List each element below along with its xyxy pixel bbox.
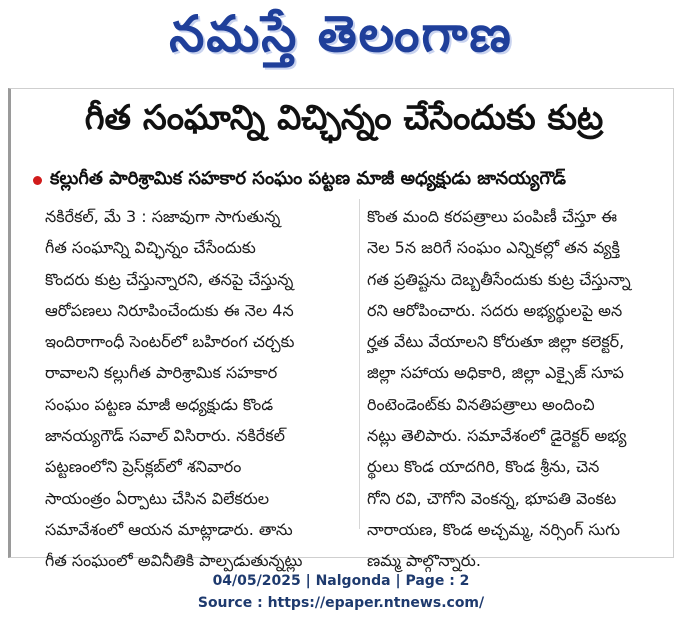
article-clipping <box>8 88 674 571</box>
text-line: గత ప్రతిష్టను దెబ్బతీసేందుకు కుట్ర చేస్తున్నా <box>367 269 631 289</box>
text-line: రావాలని కల్లుగీత పారిశ్రామిక సహకార <box>45 363 278 383</box>
text-line: ఆరోపణలు నిరూపించేందుకు ఈ నెల 4న <box>45 300 294 320</box>
text-line: కొంత మంది కరపత్రాలు పంపిణీ చేస్తూ ఈ <box>367 207 618 226</box>
text-line: సమావేశంలో ఆయన మాట్లాడారు. తాను <box>45 519 293 539</box>
text-line: నెల 5న జరిగే సంఘం ఎన్నికల్లో తన వ్యక్తి <box>367 238 620 258</box>
text-line: నారాయణ, కొండ అచ్చమ్మ, నర్సింగ్ సుగు <box>367 519 620 539</box>
subhead-text: కల్లుగీత పారిశ్రామిక సహకార సంఘం పట్టణ మాజీ అధ్యక్షుడు జానయ్యగౌడ్ <box>50 167 567 189</box>
article-column-right <box>367 201 667 577</box>
edition-info: 04/05/2025 | Nalgonda | Page : 2 <box>212 573 470 589</box>
text-line: సాయంత్రం ఏర్పాటు చేసిన విలేకరుల <box>45 488 270 508</box>
text-line: ణమ్మ పాల్గొన్నారు. <box>367 551 481 571</box>
source-link[interactable]: Source : https://epaper.ntnews.com/ <box>197 595 485 611</box>
article-subhead <box>33 165 663 195</box>
text-line: రింటెండెంట్‌కు వినతిపత్రాలు అందించి <box>367 394 595 414</box>
text-line: గీత సంఘాన్ని విచ్ఛిన్నం చేసేందుకు <box>45 238 256 258</box>
article-headline: గీత సంఘాన్ని విచ్ఛిన్నం చేసేందుకు కుట్ర <box>84 98 604 138</box>
masthead-title: నమస్తే తెలంగాణ <box>169 4 513 63</box>
text-line: కొందరు కుట్ర చేస్తున్నారని, తనపై చేస్తున్న <box>45 269 294 289</box>
text-line: ర్హత వేటు వేయాలని కోరుతూ జిల్లా కలెక్టర్, <box>367 332 625 352</box>
text-line: గీత సంఘంలో అవినీతికి పాల్పడుతున్నట్లు <box>45 551 303 571</box>
text-line: జిల్లా సహాయ అధికారి, జిల్లా ఎక్సైజ్ సూప <box>367 363 624 383</box>
newspaper-masthead <box>0 0 682 80</box>
text-line: ఇందిరాగాంధీ సెంటర్‌లో బహిరంగ చర్చకు <box>45 332 295 352</box>
text-line: సంఘం పట్టణ మాజీ అధ్యక్షుడు కొండ <box>45 394 274 414</box>
page-footer <box>0 570 682 614</box>
column-divider <box>359 199 360 529</box>
bullet-icon <box>33 176 42 185</box>
text-line: నట్లు తెలిపారు. సమావేశంలో డైరెక్టర్ అభ్య <box>367 426 627 446</box>
article-column-left <box>45 201 357 577</box>
text-line: జానయ్యగౌడ్ సవాల్ విసిరారు. నకిరేకల్ <box>45 426 285 446</box>
text-line: పట్టణంలోని ప్రెస్‌క్లబ్‌లో శనివారం <box>45 457 242 477</box>
text-line: రని ఆరోపించారు. సదరు అభ్యర్థులపై అన <box>367 300 623 320</box>
text-line: నకిరేకల్, మే 3 : సజావుగా సాగుతున్న <box>45 207 281 226</box>
text-line: ర్థులు కొండ యాదగిరి, కొండ శ్రీను, చెన <box>367 457 600 477</box>
text-line: గోని రవి, చౌగోని వెంకన్న, భూపతి వెంకట <box>367 488 617 508</box>
